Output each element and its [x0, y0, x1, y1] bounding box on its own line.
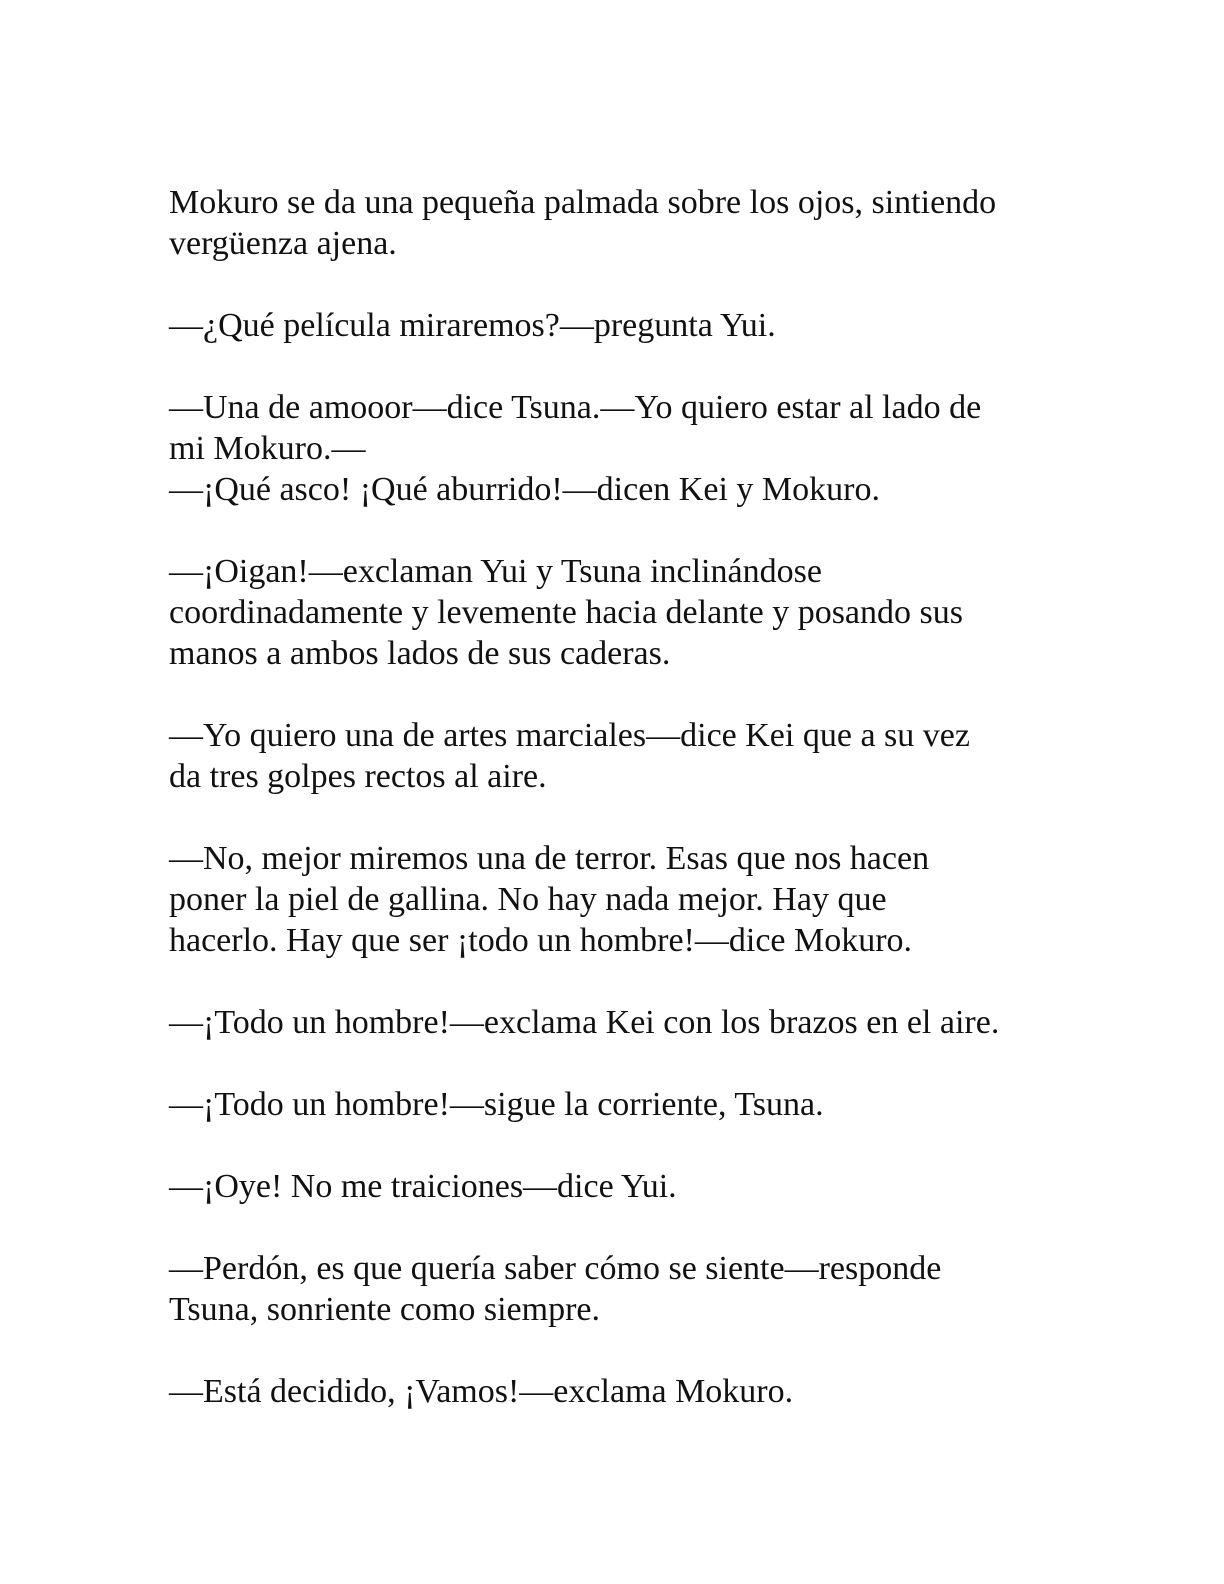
paragraph-gap [169, 1043, 1059, 1084]
paragraph-gap [169, 1125, 1059, 1166]
paragraph [169, 1371, 1059, 1412]
text-line: coordinadamente y levemente hacia delante y posando sus [169, 594, 963, 631]
paragraph-gap [169, 797, 1059, 838]
text-line: —Está decidido, ¡Vamos!—exclama Mokuro. [169, 1373, 794, 1410]
paragraph [169, 305, 1059, 346]
paragraph [169, 838, 1059, 961]
document-body [169, 182, 1059, 1412]
text-line: mi Mokuro.— [169, 430, 366, 467]
paragraph-gap [169, 510, 1059, 551]
paragraph [169, 1084, 1059, 1125]
paragraph-gap [169, 961, 1059, 1002]
text-line: manos a ambos lados de sus caderas. [169, 635, 671, 672]
paragraph [169, 387, 1059, 510]
text-line: —No, mejor miremos una de terror. Esas que nos hacen [169, 840, 930, 877]
text-line: —¡Oye! No me traiciones—dice Yui. [169, 1168, 677, 1205]
paragraph [169, 551, 1059, 674]
paragraph-gap [169, 674, 1059, 715]
paragraph-gap [169, 1330, 1059, 1371]
paragraph-gap [169, 264, 1059, 305]
paragraph [169, 1248, 1059, 1330]
text-line: —Yo quiero una de artes marciales—dice Kei que a su vez [169, 717, 970, 754]
text-line: —Perdón, es que quería saber cómo se siente—responde [169, 1250, 942, 1287]
paragraph [169, 715, 1059, 797]
text-line: —¿Qué película miraremos?—pregunta Yui. [169, 307, 776, 344]
text-line: vergüenza ajena. [169, 225, 397, 262]
text-line: hacerlo. Hay que ser ¡todo un hombre!—dice Mokuro. [169, 922, 913, 959]
text-line: —¡Oigan!—exclaman Yui y Tsuna inclinándose [169, 553, 822, 590]
text-line: poner la piel de gallina. No hay nada mejor. Hay que [169, 881, 887, 918]
text-line: Mokuro se da una pequeña palmada sobre los ojos, sintiendo [169, 184, 997, 221]
text-line: —¡Todo un hombre!—sigue la corriente, Tsuna. [169, 1086, 824, 1123]
text-line: —¡Todo un hombre!—exclama Kei con los brazos en el aire. [169, 1004, 1000, 1041]
paragraph-gap [169, 1207, 1059, 1248]
text-line: Tsuna, sonriente como siempre. [169, 1291, 601, 1328]
paragraph [169, 182, 1059, 264]
paragraph [169, 1002, 1059, 1043]
paragraph [169, 1166, 1059, 1207]
text-line: —Una de amooor—dice Tsuna.—Yo quiero estar al lado de [169, 389, 982, 426]
text-line: da tres golpes rectos al aire. [169, 758, 547, 795]
text-line: —¡Qué asco! ¡Qué aburrido!—dicen Kei y Mokuro. [169, 471, 880, 508]
paragraph-gap [169, 346, 1059, 387]
